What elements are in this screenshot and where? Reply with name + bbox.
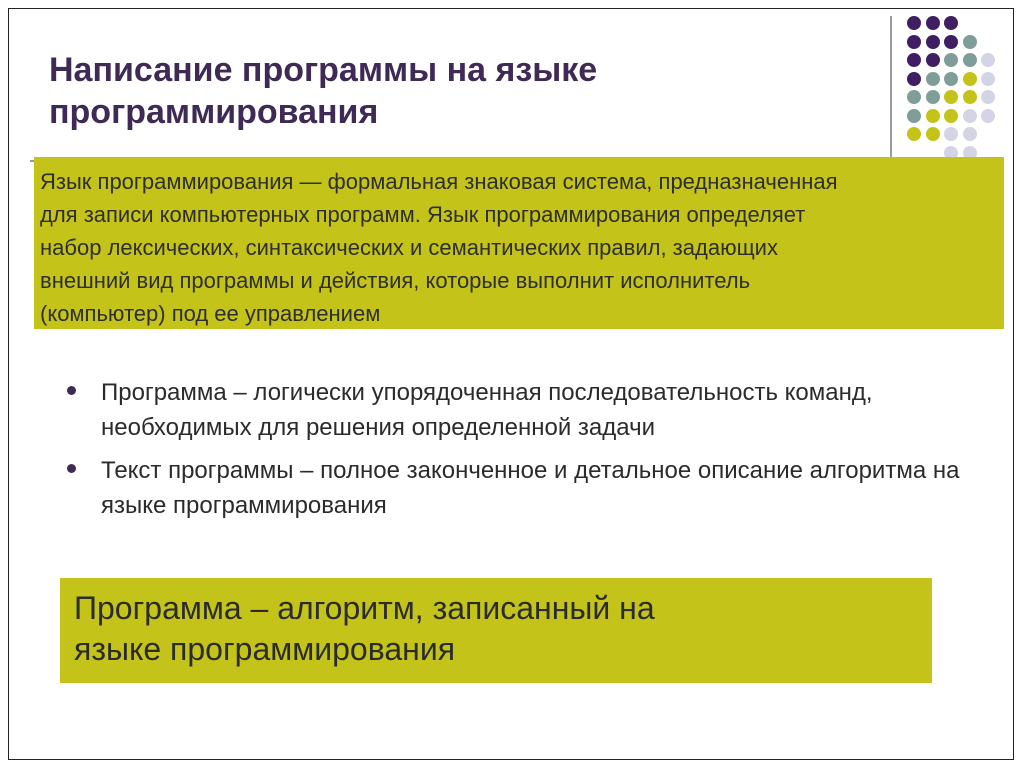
decor-dot (981, 72, 995, 86)
decor-dot (907, 35, 921, 49)
bullet-text: Программа – логически упорядоченная последовательность команд, необходимых для решения определенной задачи (101, 379, 873, 441)
decor-dot (981, 90, 995, 104)
bullet-list (67, 375, 967, 531)
decor-dot-grid (907, 16, 1014, 166)
decor-dot (907, 16, 921, 30)
decor-dot (926, 72, 940, 86)
decor-dot (926, 109, 940, 123)
decor-dot (907, 72, 921, 86)
summary-text: Программа – алгоритм, записанный на языке программирования (74, 590, 655, 667)
decor-dot (944, 35, 958, 49)
summary-box (60, 578, 932, 683)
definition-text: Язык программирования — формальная знаковая система, предназначенная для записи компьютерных программ. Язык программирования определяет набор лексических, синтаксических и семантических правил, задающих внешний вид программы и действия, которые выполнит исполнитель (компьютер) под ее управлением (40, 169, 838, 326)
decor-dot (926, 16, 940, 30)
decor-dot (944, 127, 958, 141)
decor-dot (944, 109, 958, 123)
decor-dot (963, 109, 977, 123)
decor-dot (944, 16, 958, 30)
decor-dot (926, 35, 940, 49)
bullet-item (67, 453, 967, 523)
decor-dot (907, 109, 921, 123)
decor-vertical-line (890, 16, 892, 166)
decor-dot (944, 72, 958, 86)
decor-dot (981, 53, 995, 67)
bullet-text: Текст программы – полное законченное и детальное описание алгоритма на языке программирования (101, 457, 960, 519)
decor-dot (944, 90, 958, 104)
decor-dot (926, 90, 940, 104)
decor-dot (963, 90, 977, 104)
bullet-dot-icon (67, 464, 76, 473)
decor-dot (963, 35, 977, 49)
decor-dot (926, 53, 940, 67)
bullet-item (67, 375, 967, 445)
decor-dot (963, 127, 977, 141)
decor-dot (907, 90, 921, 104)
decor-dot (907, 53, 921, 67)
decor-dot (944, 53, 958, 67)
definition-box (34, 157, 1004, 329)
decor-dot (963, 72, 977, 86)
slide (8, 8, 1014, 760)
decor-dot (963, 53, 977, 67)
decor-dot (907, 127, 921, 141)
decor-dot (981, 109, 995, 123)
bullet-dot-icon (67, 386, 76, 395)
slide-title: Написание программы на языке программирования (49, 51, 598, 131)
decor-dot (926, 127, 940, 141)
